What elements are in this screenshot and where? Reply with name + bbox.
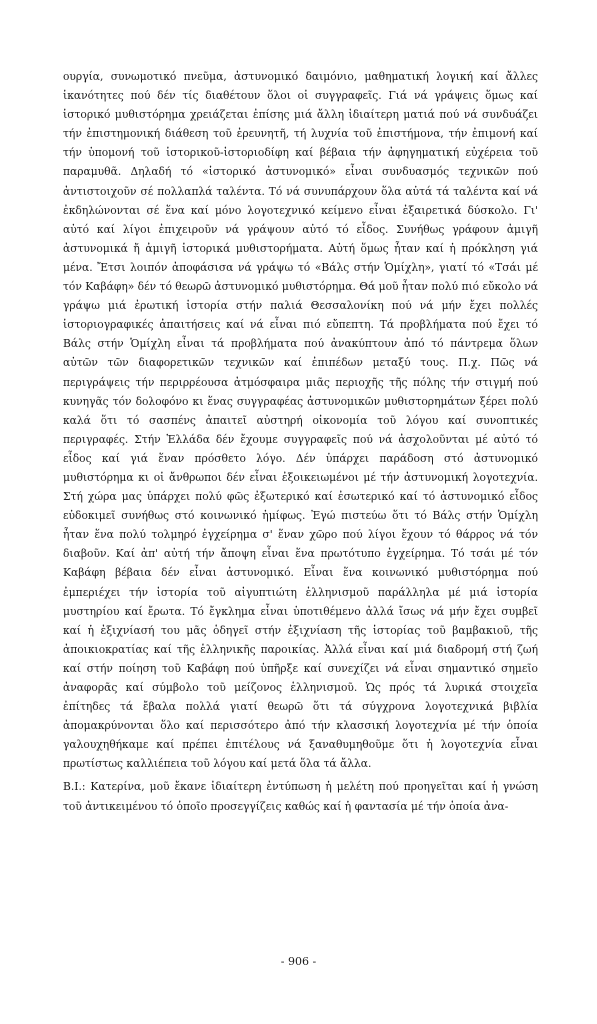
page-body <box>63 67 538 816</box>
body-paragraph-2: Β.Ι.: Κατερίνα, μοῦ ἔκανε ἰδιαίτερη ἐντύπωση ἡ μελέτη πού προηγεῖται καί ἡ γνώση τοῦ ἀντικειμένου τό ὁποῖο προσεγγίζεις καθώς καί ἡ φαντασία μέ τήν ὁποία ἀνα- <box>63 780 538 813</box>
page-number: - 906 - <box>280 955 317 968</box>
body-paragraph-1: ουργία, συνωμοτικό πνεῦμα, ἀστυνομικό δαιμόνιο, μαθηματική λογική καί ἄλλες ἱκανότητες πού δέν τίς διαθέτουν ὅλοι οἱ συγγραφεῖς. Γιά νά γράψεις ὅμως καί ἱστορικό μυθιστόρημα χρειάζεται ἐπίσης μιά ἄλλη ἰδιαίτερη ματιά πού νά συνδυάζει τήν ἐπιστημονική διάθεση τοῦ ἐρευνητῆ, τή λυχνία τοῦ ἐπιστήμονα, τήν ἐπιμονή καί τήν ὑπομονή τοῦ ἱστορικοῦ-ἱστοριοδίφη καί βέβαια τήν ἀφηγηματική εὐχέρεια τοῦ παραμυθᾶ. Δηλαδή τό «ἱστορικό ἀστυνομικό» εἶναι συνδυασμός τεχνικῶν πού ἀντιστοιχοῦν σέ πολλαπλά ταλέντα. Τό νά συνυπάρχουν ὅλα αὐτά τά ταλέντα καί νά ἐκδηλώνονται σέ ἕνα καί μόνο λογοτεχνικό κείμενο εἶναι ἐξαιρετικά δύσκολο. Γι' αὐτό καί λίγοι ἐπιχειροῦν νά γράψουν αὐτό τό εἶδος. Συνήθως γράφουν ἀμιγῆ ἀστυνομικά ἤ ἀμιγῆ ἱστορικά μυθιστορήματα. Αὐτή ὅμως ἦταν καί ἡ πρόκληση γιά μένα. Ἔτσι λοιπόν ἀποφάσισα νά γράψω τό «Βάλς στήν Ὁμίχλη», γιατί τό «Τσάι μέ τόν Καβάφη» δέν τό θεωρῶ ἀστυνομικό μυθιστόρημα. Θά μοῦ ἦταν πολύ πιό εὔκολο νά γράψω μιά ἐρωτική ἱστορία στήν παλιά Θεσσαλονίκη πού νά μήν ἔχει πολλές ἱστοριογραφικές ἀπαιτήσεις καί νά εἶναι πιό εὔπεπτη. Τά προβλήματα πού ἔχει τό Βάλς στήν Ὁμίχλη εἶναι τά προβλήματα πού ἀνακύπτουν ἀπό τό πάντρεμα ὅλων αὐτῶν τῶν διαφορετικῶν τεχνικῶν καί ἐπιπέδων μεταξύ τους. Π.χ. Πῶς νά περιγράψεις τήν περιρρέουσα ἀτμόσφαιρα μιᾶς περιοχῆς τῆς πόλης τήν στιγμή πού κυνηγᾶς τόν δολοφόνο κι ἕνας συγγραφέας ἀστυνομικῶν μυθιστορημάτων ξέρει πολύ καλά ὅτι τό σασπένς ἀπαιτεῖ αὐστηρή οἰκονομία τοῦ λόγου καί συνοπτικές περιγραφές. Στήν Ἑλλάδα δέν ἔχουμε συγγραφεῖς πού νά ἀσχολοῦνται μέ αὐτό τό εἶδος καί γιά ἕναν πρόσθετο λόγο. Δέν ὑπάρχει παράδοση στό ἀστυνομικό μυθιστόρημα κι οἱ ἄνθρωποι δέν εἶναι ἐξοικειωμένοι μέ τήν ἀστυνομική λογοτεχνία. Στή χώρα μας ὑπάρχει πολύ φῶς ἐξωτερικό καί ἐσωτερικό καί τό ἀστυνομικό εἶδος εὐδοκιμεῖ συνήθως στό κοινωνικό ἡμίφως. Ἐγώ πιστεύω ὅτι τό Βάλς στήν Ὁμίχλη ἦταν ἕνα πολύ τολμηρό ἐγχείρημα σ' ἕναν χῶρο πού λίγοι ἔχουν τό θάρρος νά τόν διαβοῦν. Καί ἀπ' αὐτή τήν ἄποψη εἶναι ἕνα πρωτότυπο ἐγχείρημα. Τό τσάι μέ τόν Καβάφη βέβαια δέν εἶναι ἀστυνομικό. Εἶναι ἕνα κοινωνικό μυθιστόρημα πού ἐμπεριέχει τήν ἱστορία τοῦ αἰγυπτιώτη ἑλληνισμοῦ παράλληλα μέ μιά ἱστορία μυστηρίου καί ἔρωτα. Τό ἔγκλημα εἶναι ὑποτιθέμενο ἀλλά ἴσως νά μήν ἔχει συμβεῖ καί ἡ ἐξιχνίασή του μᾶς ὁδηγεῖ στήν ἐξιχνίαση τῆς ἱστορίας τοῦ βαμβακιοῦ, τῆς ἀποικιοκρατίας καί τῆς ἑλληνικῆς παροικίας. Ἀλλά εἶναι καί μιά διαδρομή στή ζωή καί στήν ποίηση τοῦ Καβάφη πού ὑπῆρξε καί συνεχίζει νά εἶναι σημαντικό σημεῖο ἀναφορᾶς καί σύμβολο τοῦ μείζονος ἑλληνισμοῦ. Ὡς πρός τά λυρικά στοιχεῖα ἐπίτηδες τά ἔβαλα πολλά γιατί θεωρῶ ὅτι τά σύγχρονα λογοτεχνικά βιβλία ἀπομακρύνονται ὅλο καί περισσότερο ἀπό τήν κλασσική λογοτεχνία μέ τήν ὁποία γαλουχηθήκαμε καί πρέπει ἐπιτέλους νά ξαναθυμηθοῦμε ὅτι ἡ λογοτεχνία εἶναι πρωτίστως καλλιέπεια τοῦ λόγου καί μετά ὅλα τά ἄλλα. <box>63 70 538 771</box>
